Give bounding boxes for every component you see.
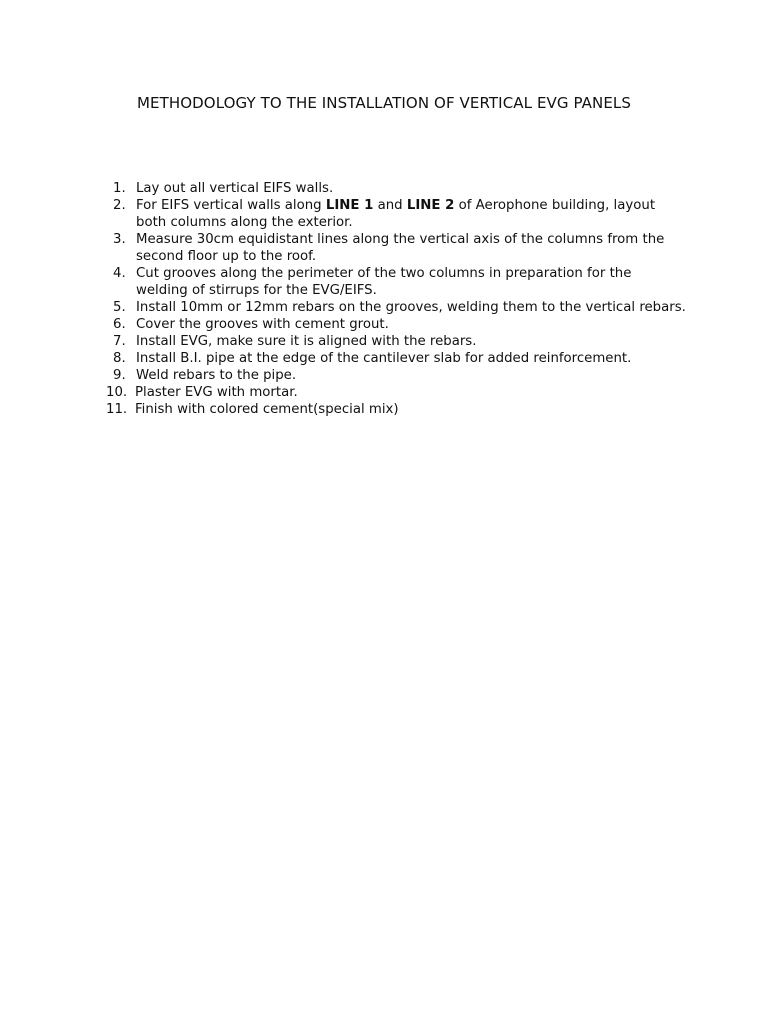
step-text: Install 10mm or 12mm rebars on the grooves, welding them to the vertical rebars. — [136, 300, 686, 315]
step-number: 4. — [113, 266, 126, 281]
step-text: Lay out all vertical EIFS walls. — [136, 181, 334, 196]
step-text: Install EVG, make sure it is aligned with the rebars. — [136, 334, 477, 349]
step-number: 11. — [106, 402, 128, 417]
step-number: 2. — [113, 198, 126, 213]
step-number: 5. — [113, 300, 126, 315]
step-number: 10. — [106, 385, 128, 400]
list-item — [106, 180, 686, 197]
step-text: Plaster EVG with mortar. — [135, 385, 298, 400]
step-text: Cut grooves along the perimeter of the two columns in preparation for the welding of stirrups for the EVG/EIFS. — [136, 266, 632, 298]
step-text-part: For EIFS vertical walls along — [136, 198, 326, 213]
list-item — [106, 350, 686, 367]
step-number: 9. — [113, 368, 126, 383]
step-number: 3. — [113, 232, 126, 247]
list-item — [106, 333, 686, 350]
list-item — [106, 316, 686, 333]
line-1-label: LINE 1 — [325, 198, 374, 213]
list-item — [106, 384, 686, 401]
line-2-label: LINE 2 — [406, 198, 455, 213]
list-item — [106, 265, 686, 299]
step-number: 6. — [113, 317, 126, 332]
step-text: Weld rebars to the pipe. — [136, 368, 297, 383]
step-text: Cover the grooves with cement grout. — [136, 317, 389, 332]
list-item — [106, 401, 686, 418]
step-number: 1. — [113, 181, 126, 196]
step-text: Measure 30cm equidistant lines along the vertical axis of the columns from the second floor up to the roof. — [136, 232, 665, 264]
step-text — [136, 198, 655, 230]
step-text-part: of Aerophone building, layout both columns along the exterior. — [136, 198, 656, 230]
step-number: 7. — [113, 334, 126, 349]
list-item — [106, 231, 686, 265]
list-item — [106, 367, 686, 384]
document-title: METHODOLOGY TO THE INSTALLATION OF VERTICAL EVG PANELS — [136, 94, 632, 112]
list-item — [106, 197, 686, 231]
step-text: Install B.I. pipe at the edge of the cantilever slab for added reinforcement. — [136, 351, 632, 366]
list-item — [106, 299, 686, 316]
step-text: Finish with colored cement(special mix) — [135, 402, 399, 417]
step-number: 8. — [113, 351, 126, 366]
steps-list — [106, 180, 686, 418]
step-text-part: and — [373, 198, 407, 213]
